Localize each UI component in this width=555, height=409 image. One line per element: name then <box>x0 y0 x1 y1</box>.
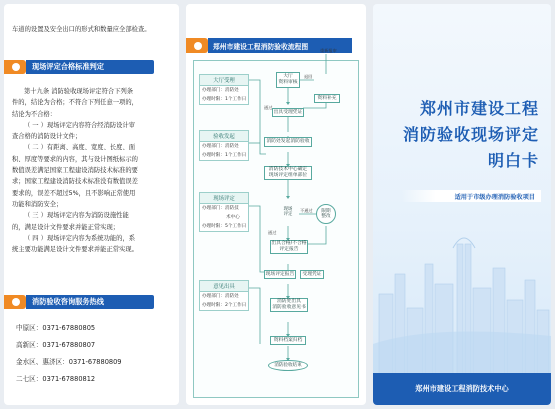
article-line: 统主要功能满足设计文件要求并能正常实现。 <box>12 246 138 254</box>
lane-dept: 办理部门：消防技 <box>202 206 239 211</box>
lane-dept: 办理部门：消防处 <box>202 144 239 149</box>
article-line: 要求的，误差不超过5%，且不影响正常使用 <box>12 189 136 197</box>
node-rectify: 限期 整改 <box>316 204 336 224</box>
hotline-jinshui: 金水区、惠济区：0371-67880809 <box>16 358 122 366</box>
hotline-gaoxin: 高新区：0371-67880807 <box>16 341 96 349</box>
article-line: （ 二 ）有距离、高度、宽度、长度、面 <box>24 144 136 152</box>
lane-opinion <box>199 280 249 311</box>
lane-time: 办理时限：1个工作日 <box>202 153 247 158</box>
article-line: （ 一 ）现场评定内容符合经消防设计审 <box>24 121 136 129</box>
node-center-confirm: 消防技术中心确定 现场评定组单部位 <box>264 166 312 180</box>
article-19-text <box>12 86 172 255</box>
article-line: 积、厚度等要求的内容，其与设计图纸标示的 <box>12 155 138 163</box>
node-receipt: 受理凭证 <box>300 270 324 279</box>
lane-dept: 术中心 <box>226 215 240 220</box>
middle-panel <box>186 4 366 405</box>
lane-title: 现场评定 <box>200 193 248 204</box>
section-title: 消防验收咨询服务热线 <box>26 295 154 309</box>
cover-subtitle: 适用于市级办理消防验收项目 <box>401 190 541 202</box>
article-line: 查合格的消防设计文件； <box>12 133 82 141</box>
node-onsite-report: 现场评定报告 <box>264 270 296 279</box>
lane-dept: 办理部门：消防处 <box>202 294 239 299</box>
section-title: 现场评定合格标准判定 <box>26 60 154 74</box>
node-onsite-decision <box>277 201 299 223</box>
node-report: 出具合格/不合格 评定报告 <box>271 241 307 252</box>
hotline-zhongyuan: 中原区：0371-67880805 <box>16 324 96 332</box>
node-opinion: 消防处出具 消防验收意见书 <box>270 298 308 312</box>
section-header-hotline <box>4 295 154 309</box>
decision-label: 现场 评定 <box>283 206 293 217</box>
cover-title-line-2: 消防验收现场评定 <box>402 125 539 144</box>
lane-title: 验收发起 <box>200 131 248 142</box>
node-end: 消防验收结束 <box>268 360 308 371</box>
fire-logo-icon <box>4 295 26 309</box>
article-line: （ 三 ）现场评定内容为消防设施性能 <box>24 212 129 220</box>
lane-title: 意见出具 <box>200 281 248 292</box>
fire-logo-icon <box>4 60 26 74</box>
label-pass: 通过 <box>264 105 273 110</box>
article-line: 求；国家工程建设消防技术标准没有数值误差 <box>12 178 138 186</box>
lane-time: 办理时限：2个工作日 <box>202 303 247 308</box>
label-fail: 不通过 <box>300 208 313 213</box>
article-line: 的，满足设计文件要求并能正常实现； <box>12 223 120 231</box>
hotline-erqi: 二七区：0371-67880812 <box>16 375 96 383</box>
lane-time: 办理时限：5个工作日 <box>202 224 247 229</box>
cover-title-line-1: 郑州市建设工程 <box>419 99 539 118</box>
article-line: （ 四 ）现场评定内容为系统功能的，系 <box>24 234 136 242</box>
article-line: 数值误差满足国家工程建设消防技术标准的要 <box>12 167 138 175</box>
node-archive: 资料档案归档 <box>270 336 306 345</box>
city-skyline-illustration <box>373 224 551 374</box>
label-pass: 通过 <box>268 230 277 235</box>
lane-launch <box>199 130 249 161</box>
flowchart-title: 郑州市建设工程消防验收流程图 <box>208 38 352 53</box>
label-resubmit: 重新报审 <box>320 48 337 53</box>
lane-hall-acceptance <box>199 74 249 105</box>
cover-title-line-3: 明白卡 <box>487 151 539 170</box>
lane-dept: 办理部门：消防处 <box>202 88 239 93</box>
lane-time: 办理时限：1个工作日 <box>202 97 247 102</box>
lane-title: 大厅受理 <box>200 75 248 86</box>
article-line: 结论为不合格： <box>12 110 57 118</box>
node-launch: 消防处发起消防验收 <box>264 137 312 147</box>
article-line: 件的，结论为合格；不符合下列任意一项的， <box>12 99 138 107</box>
node-hall-review: 大厅 资料审核 <box>276 72 300 88</box>
left-panel <box>4 4 179 405</box>
label-reject: 退回 <box>304 74 313 79</box>
cover-panel <box>373 4 551 405</box>
article-line: 第十九条 消防验收现场评定符合下列条 <box>24 88 134 95</box>
node-supplement: 资料补充 <box>314 94 340 103</box>
cover-footer: 郑州市建设工程消防技术中心 <box>373 373 551 405</box>
node-accept-cert: 出具受理凭证 <box>272 108 304 117</box>
article-line: 功能和消防安全； <box>12 200 63 208</box>
intro-line: 车道的设置及安全出口的形式和数量应全部检查。 <box>12 26 151 33</box>
section-header-evaluation <box>4 60 154 74</box>
lane-onsite-evaluation <box>199 192 249 232</box>
